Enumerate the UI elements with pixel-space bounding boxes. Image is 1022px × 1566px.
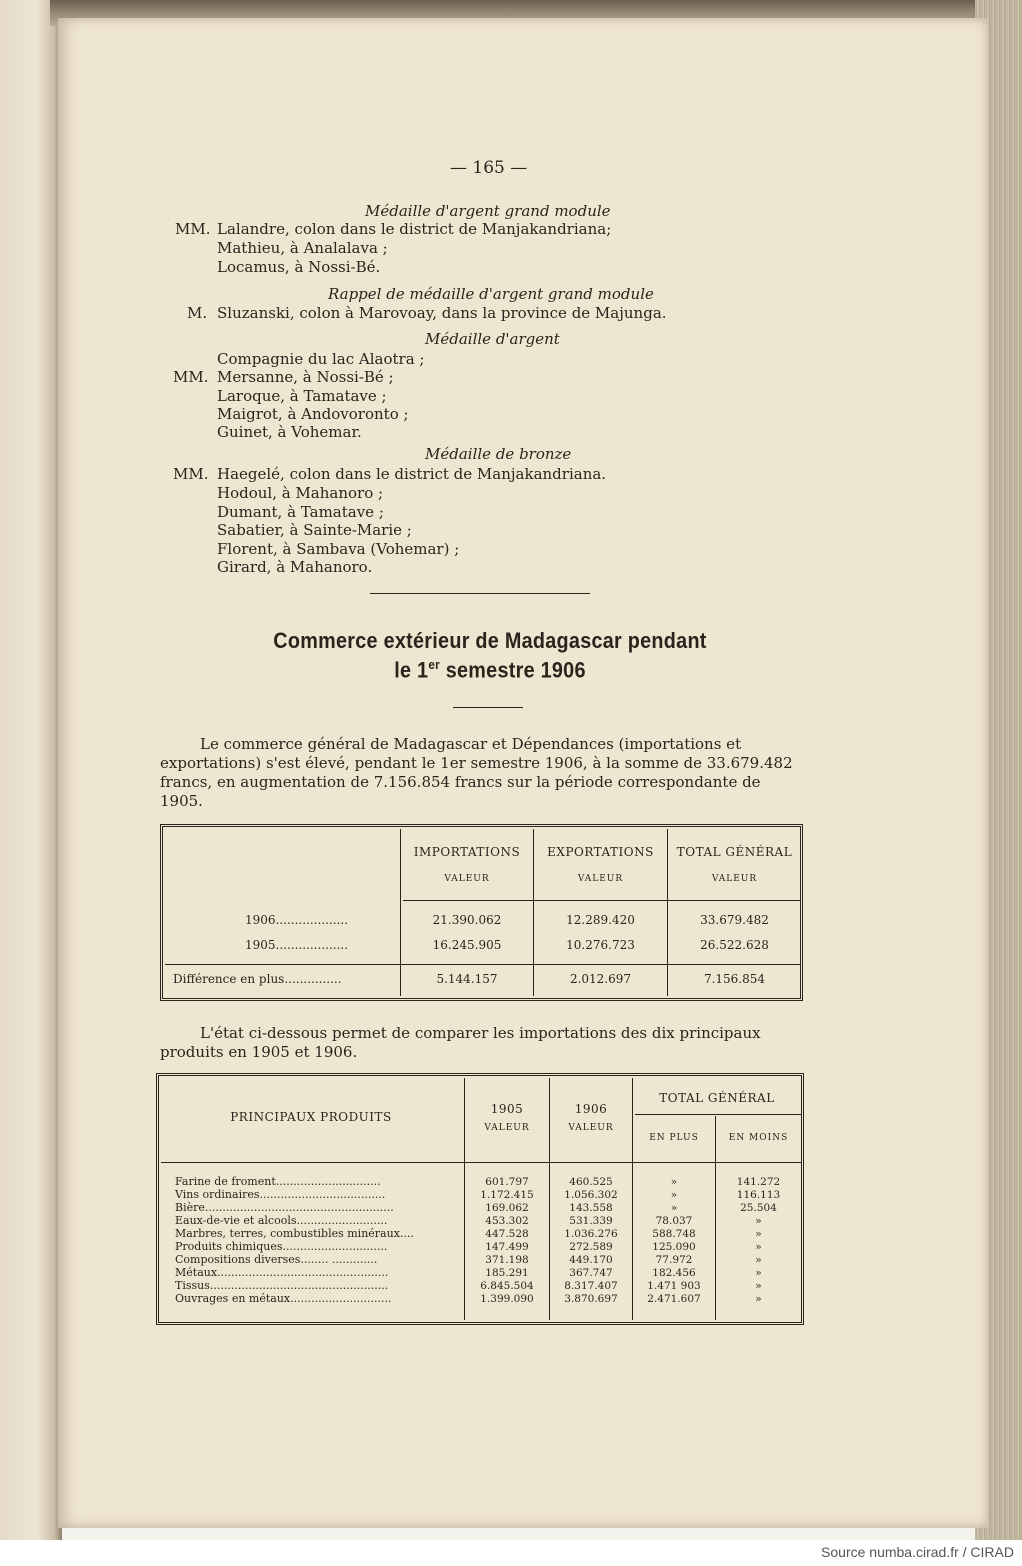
table-cell: 33.679.482 bbox=[700, 913, 769, 927]
row-label-1906: 1906................... bbox=[245, 913, 349, 927]
value-en-moins: » bbox=[755, 1267, 762, 1279]
value-en-moins: » bbox=[755, 1228, 762, 1240]
value-en-moins: » bbox=[755, 1280, 762, 1292]
column-header-exportations: EXPORTATIONS bbox=[547, 845, 654, 859]
subheader-valeur: VALEUR bbox=[577, 874, 624, 884]
paragraph-line: produits en 1905 et 1906. bbox=[160, 1043, 358, 1061]
product-label: Marbres, terres, combustibles minéraux.... bbox=[175, 1227, 414, 1240]
award-prefix: MM. bbox=[173, 465, 209, 483]
paragraph-comparison bbox=[160, 1024, 808, 1062]
subheader-valeur: VALEUR bbox=[484, 1123, 530, 1133]
value-en-moins: » bbox=[755, 1241, 762, 1253]
value-en-plus: » bbox=[670, 1189, 678, 1201]
value-1905: 447.528 bbox=[485, 1228, 529, 1240]
award-prefix: MM. bbox=[173, 368, 209, 386]
section-divider bbox=[370, 593, 590, 594]
row-label-1905: 1905................... bbox=[245, 938, 349, 952]
title-rule bbox=[453, 707, 523, 708]
product-label: Eaux-de-vie et alcools.......................... bbox=[175, 1214, 388, 1227]
value-1905: 169.062 bbox=[485, 1202, 529, 1214]
article-title-line2: le 1er semestre 1906 bbox=[394, 657, 586, 683]
award-line: Laroque, à Tamatave ; bbox=[217, 387, 387, 405]
column-header-1905: 1905 bbox=[490, 1102, 524, 1116]
header-rule bbox=[403, 900, 801, 901]
table-trade-totals bbox=[160, 824, 803, 1001]
row-label-difference: Différence en plus............... bbox=[173, 972, 342, 986]
column-header-total-general: TOTAL GÉNÉRAL bbox=[659, 1091, 775, 1105]
award-line: Sabatier, à Sainte-Marie ; bbox=[217, 521, 412, 539]
value-1906: 460.525 bbox=[569, 1176, 613, 1188]
table-cell: 12.289.420 bbox=[566, 913, 635, 927]
column-header-products: PRINCIPAUX PRODUITS bbox=[230, 1110, 392, 1124]
value-en-moins: » bbox=[755, 1254, 762, 1266]
subheader-valeur: VALEUR bbox=[444, 874, 490, 884]
subheader-valeur: VALEUR bbox=[711, 874, 758, 884]
subheader-en-plus: EN PLUS bbox=[649, 1133, 699, 1143]
value-en-plus: 588.748 bbox=[652, 1228, 696, 1240]
award-heading-1: Médaille d'argent grand module bbox=[365, 202, 611, 220]
page-number: — 165 — bbox=[450, 158, 528, 178]
value-en-moins: 25.504 bbox=[740, 1202, 777, 1214]
value-en-plus: 77.972 bbox=[655, 1254, 693, 1266]
product-label: Ouvrages en métaux............................. bbox=[175, 1292, 392, 1305]
paragraph-line: L'état ci-dessous permet de comparer les importations des dix principaux bbox=[200, 1024, 761, 1042]
award-line: Hodoul, à Mahanoro ; bbox=[217, 484, 384, 502]
value-1906: 1.036.276 bbox=[564, 1228, 618, 1240]
award-heading-4: Médaille de bronze bbox=[425, 445, 572, 463]
award-line: Mathieu, à Analalava ; bbox=[217, 239, 388, 257]
award-line: Lalandre, colon dans le district de Manjakandriana; bbox=[217, 220, 612, 238]
value-en-moins: » bbox=[755, 1293, 762, 1305]
column-header-total: TOTAL GÉNÉRAL bbox=[676, 845, 793, 859]
header-rule bbox=[161, 1162, 801, 1163]
award-line: Dumant, à Tamatave ; bbox=[217, 503, 384, 521]
value-en-plus: » bbox=[670, 1176, 678, 1188]
value-1905: 185.291 bbox=[485, 1267, 529, 1279]
award-heading-2: Rappel de médaille d'argent grand module bbox=[328, 285, 654, 303]
value-1906: 143.558 bbox=[569, 1202, 613, 1214]
subheader-en-moins: EN MOINS bbox=[728, 1133, 789, 1143]
value-1905: 453.302 bbox=[485, 1215, 529, 1227]
total-header-rule bbox=[635, 1114, 801, 1115]
award-line: Florent, à Sambava (Vohemar) ; bbox=[217, 540, 460, 558]
award-line: Maigrot, à Andovoronto ; bbox=[217, 405, 409, 423]
paragraph-line: Le commerce général de Madagascar et Dépendances (importations et bbox=[200, 735, 742, 753]
value-en-plus: 125.090 bbox=[652, 1241, 696, 1253]
value-1906: 449.170 bbox=[569, 1254, 613, 1266]
paragraph-line: 1905. bbox=[160, 792, 203, 810]
value-en-plus: » bbox=[670, 1202, 678, 1214]
article-title-line1: Commerce extérieur de Madagascar pendant bbox=[273, 628, 707, 653]
value-1905: 1.172.415 bbox=[480, 1189, 534, 1201]
table-cell: 5.144.157 bbox=[436, 972, 498, 986]
product-label: Tissus................................................... bbox=[175, 1279, 389, 1292]
award-line: Haegelé, colon dans le district de Manjakandriana. bbox=[217, 465, 607, 483]
value-1906: 272.589 bbox=[569, 1241, 613, 1253]
table-cell: 2.012.697 bbox=[569, 972, 632, 986]
product-label: Compositions diverses........ ............. bbox=[175, 1253, 378, 1266]
table-principal-products bbox=[156, 1073, 804, 1325]
product-label: Bière...................................................... bbox=[175, 1201, 394, 1214]
value-1905: 147.499 bbox=[485, 1241, 529, 1253]
product-label: Farine de froment.............................. bbox=[175, 1175, 381, 1188]
value-1905: 1.399.090 bbox=[480, 1293, 534, 1305]
product-label: Produits chimiques.............................. bbox=[175, 1240, 388, 1253]
column-header-1906: 1906 bbox=[574, 1102, 608, 1116]
value-1905: 6.845.504 bbox=[480, 1280, 534, 1292]
award-line: Guinet, à Vohemar. bbox=[217, 423, 362, 441]
left-page-edge bbox=[0, 0, 62, 1545]
product-label: Vins ordinaires.................................... bbox=[175, 1188, 386, 1201]
product-label: Métaux................................................. bbox=[175, 1266, 389, 1279]
value-en-plus: 78.037 bbox=[655, 1215, 693, 1227]
value-en-plus: 2.471.607 bbox=[647, 1293, 701, 1305]
value-1906: 3.870.697 bbox=[564, 1293, 618, 1305]
value-1906: 531.339 bbox=[569, 1215, 613, 1227]
table-cell: 26.522.628 bbox=[700, 938, 769, 952]
subheader-valeur: VALEUR bbox=[568, 1123, 614, 1133]
award-line: Locamus, à Nossi-Bé. bbox=[217, 258, 381, 276]
table-cell: 10.276.723 bbox=[566, 938, 635, 952]
award-prefix: M. bbox=[187, 304, 208, 322]
award-line: Sluzanski, colon à Marovoay, dans la province de Majunga. bbox=[217, 304, 667, 322]
value-1906: 367.747 bbox=[569, 1267, 613, 1279]
award-line: Compagnie du lac Alaotra ; bbox=[217, 350, 425, 368]
value-en-moins: 141.272 bbox=[736, 1176, 781, 1188]
award-heading-3: Médaille d'argent bbox=[425, 330, 560, 348]
table-cell: 16.245.905 bbox=[432, 938, 502, 952]
paragraph-line: francs, en augmentation de 7.156.854 francs sur la période correspondante de bbox=[160, 773, 761, 791]
source-credit: Source numba.cirad.fr / CIRAD bbox=[821, 1544, 1014, 1560]
value-en-plus: 182.456 bbox=[652, 1267, 696, 1279]
value-en-moins: » bbox=[755, 1215, 762, 1227]
value-1906: 1.056.302 bbox=[564, 1189, 618, 1201]
value-en-moins: 116.113 bbox=[736, 1189, 781, 1201]
total-rule bbox=[165, 964, 801, 965]
award-line: Girard, à Mahanoro. bbox=[217, 558, 373, 576]
value-en-plus: 1.471 903 bbox=[647, 1280, 701, 1292]
column-header-importations: IMPORTATIONS bbox=[413, 845, 521, 859]
value-1906: 8.317.407 bbox=[564, 1280, 618, 1292]
value-1905: 371.198 bbox=[485, 1254, 529, 1266]
award-line: Mersanne, à Nossi-Bé ; bbox=[217, 368, 394, 386]
paragraph-line: exportations) s'est élevé, pendant le 1er semestre 1906, à la somme de 33.679.482 bbox=[160, 754, 793, 772]
table-cell: 7.156.854 bbox=[703, 972, 766, 986]
award-prefix: MM. bbox=[175, 220, 211, 238]
value-1905: 601.797 bbox=[485, 1176, 529, 1188]
table-cell: 21.390.062 bbox=[432, 913, 502, 927]
paragraph-commerce bbox=[160, 735, 808, 811]
